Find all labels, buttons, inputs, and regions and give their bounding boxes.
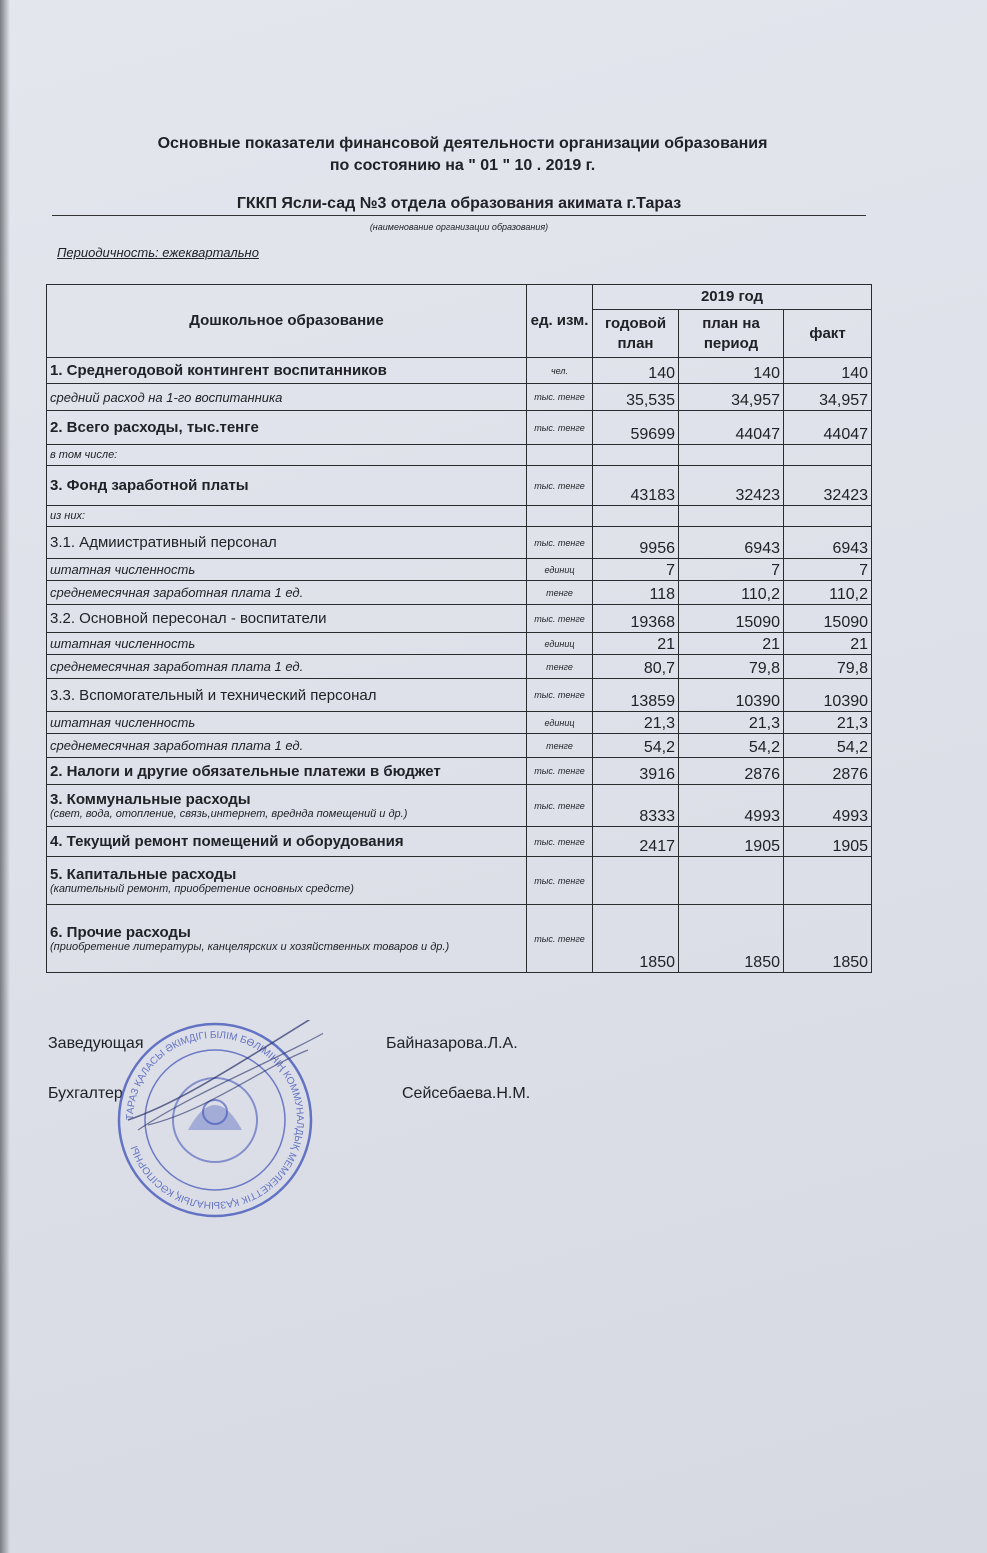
row-unit-cell — [527, 506, 593, 527]
row-annual-cell: 13859 — [593, 679, 679, 712]
row-plan-cell: 21,3 — [679, 712, 784, 734]
row-annual-cell: 1850 — [593, 905, 679, 973]
table-row — [47, 411, 872, 445]
row-fact-cell: 21 — [784, 633, 872, 655]
row-annual-cell: 43183 — [593, 466, 679, 506]
row-annual-cell: 8333 — [593, 785, 679, 827]
table-row — [47, 358, 872, 384]
row-note: (свет, вода, отопление, связь,интернет, вреднда помещений и др.) — [50, 808, 408, 820]
row-label-cell — [47, 527, 527, 559]
row-annual-cell: 59699 — [593, 411, 679, 445]
row-unit-cell: тыс. тенге — [527, 857, 593, 905]
row-unit-cell: тыс. тенге — [527, 827, 593, 857]
row-annual-cell — [593, 445, 679, 466]
stamp-text: ТАРАЗ ҚАЛАСЫ ӘКІМДІГІ БІЛІМ БӨЛІМІНІҢ КОММУНАЛДЫҚ МЕМЛЕКЕТТІК ҚАЗЫНАЛЫҚ КӘСІПОРНЫ — [124, 1029, 306, 1211]
row-label: штатная численность — [50, 562, 196, 577]
row-label: штатная численность — [50, 715, 196, 730]
table-row — [47, 679, 872, 712]
row-label-cell — [47, 857, 527, 905]
row-fact-cell — [784, 857, 872, 905]
table-row — [47, 655, 872, 679]
table-row — [47, 734, 872, 758]
row-label: из них: — [50, 510, 86, 522]
row-plan-cell: 10390 — [679, 679, 784, 712]
row-label-cell — [47, 712, 527, 734]
table-row — [47, 466, 872, 506]
row-plan-cell: 1850 — [679, 905, 784, 973]
row-plan-cell — [679, 857, 784, 905]
row-label: среднемесячная заработная плата 1 ед. — [50, 585, 304, 600]
row-label: 5. Капитальные расходы — [50, 866, 237, 883]
row-fact-cell: 54,2 — [784, 734, 872, 758]
row-annual-cell — [593, 506, 679, 527]
row-unit-cell: единиц — [527, 633, 593, 655]
row-label: 3.1. Адмиистративный персонал — [50, 534, 277, 551]
row-unit-cell: тыс. тенге — [527, 905, 593, 973]
row-label-cell — [47, 633, 527, 655]
row-label: среднемесячная заработная плата 1 ед. — [50, 659, 304, 674]
row-label-cell — [47, 411, 527, 445]
row-label: средний расход на 1-го воспитанника — [50, 389, 283, 405]
row-plan-cell: 6943 — [679, 527, 784, 559]
row-fact-cell: 1905 — [784, 827, 872, 857]
row-label: в том числе: — [50, 449, 118, 461]
row-annual-cell: 2417 — [593, 827, 679, 857]
page-edge-shadow — [0, 0, 10, 1553]
row-plan-cell: 54,2 — [679, 734, 784, 758]
header-fact-cell: факт — [784, 310, 872, 358]
row-label-cell — [47, 384, 527, 411]
row-label-cell — [47, 506, 527, 527]
row-plan-cell: 140 — [679, 358, 784, 384]
header-year-cell: 2019 год — [593, 285, 872, 310]
row-plan-cell: 7 — [679, 559, 784, 581]
row-annual-cell — [593, 857, 679, 905]
row-unit-cell: тыс. тенге — [527, 785, 593, 827]
row-annual-cell: 3916 — [593, 758, 679, 785]
row-plan-cell: 2876 — [679, 758, 784, 785]
row-annual-cell: 21 — [593, 633, 679, 655]
row-fact-cell: 2876 — [784, 758, 872, 785]
row-unit-cell: тыс. тенге — [527, 466, 593, 506]
row-fact-cell: 15090 — [784, 605, 872, 633]
head-name: Байназарова.Л.А. — [386, 1035, 518, 1052]
table-row — [47, 581, 872, 605]
row-label: 3.2. Основной пересонал - воспитатели — [50, 610, 327, 627]
header-annual-cell: годовой план — [593, 310, 679, 358]
row-unit-cell: тенге — [527, 655, 593, 679]
periodicity-label: Периодичность: ежеквартально — [57, 245, 259, 260]
row-label-cell — [47, 905, 527, 973]
row-unit-cell: тыс. тенге — [527, 758, 593, 785]
table-row — [47, 758, 872, 785]
official-stamp — [108, 1020, 323, 1220]
row-fact-cell: 6943 — [784, 527, 872, 559]
table-row — [47, 712, 872, 734]
organization-note: (наименование организации образования) — [369, 222, 549, 232]
row-fact-cell — [784, 506, 872, 527]
row-annual-cell: 35,535 — [593, 384, 679, 411]
row-unit-cell: тыс. тенге — [527, 679, 593, 712]
row-fact-cell: 32423 — [784, 466, 872, 506]
row-label-cell — [47, 559, 527, 581]
row-label-cell — [47, 827, 527, 857]
row-label: среднемесячная заработная плата 1 ед. — [50, 738, 304, 753]
row-note: (капительный ремонт, приобретение основных средстe) — [50, 883, 354, 895]
document-title-line1: Основные показатели финансовой деятельности организации образования — [157, 135, 768, 152]
row-unit-cell: тыс. тенге — [527, 605, 593, 633]
row-label-cell — [47, 679, 527, 712]
row-unit-cell: тенге — [527, 581, 593, 605]
financial-indicators-table — [46, 284, 872, 973]
row-unit-cell: тыс. тенге — [527, 384, 593, 411]
row-annual-cell: 19368 — [593, 605, 679, 633]
row-plan-cell: 1905 — [679, 827, 784, 857]
row-fact-cell: 34,957 — [784, 384, 872, 411]
table-row — [47, 905, 872, 973]
row-plan-cell — [679, 506, 784, 527]
row-plan-cell: 34,957 — [679, 384, 784, 411]
row-fact-cell: 140 — [784, 358, 872, 384]
row-plan-cell: 4993 — [679, 785, 784, 827]
accountant-role: Бухгалтер — [48, 1085, 123, 1102]
header-unit-cell: ед. изм. — [527, 285, 593, 358]
row-fact-cell — [784, 445, 872, 466]
row-annual-cell: 9956 — [593, 527, 679, 559]
row-unit-cell: тыс. тенге — [527, 411, 593, 445]
row-fact-cell: 7 — [784, 559, 872, 581]
header-title-cell: Дошкольное образование — [47, 285, 527, 358]
row-plan-cell — [679, 445, 784, 466]
row-unit-cell: единиц — [527, 712, 593, 734]
row-annual-cell: 54,2 — [593, 734, 679, 758]
row-unit-cell: тенге — [527, 734, 593, 758]
row-fact-cell: 79,8 — [784, 655, 872, 679]
table-row — [47, 605, 872, 633]
document-title-line2: по состоянию на " 01 " 10 . 2019 г. — [329, 157, 596, 174]
row-plan-cell: 21 — [679, 633, 784, 655]
row-label-cell — [47, 734, 527, 758]
row-annual-cell: 80,7 — [593, 655, 679, 679]
row-unit-cell: единиц — [527, 559, 593, 581]
row-label-cell — [47, 445, 527, 466]
row-label: 3.3. Вспомогательный и технический персонал — [50, 686, 377, 704]
header-plan-cell: план на период — [679, 310, 784, 358]
table-row — [47, 527, 872, 559]
row-label: 3. Фонд заработной платы — [50, 477, 249, 494]
row-label: 2. Всего расходы, тыс.тенге — [50, 419, 259, 436]
table-row — [47, 857, 872, 905]
row-annual-cell: 140 — [593, 358, 679, 384]
row-fact-cell: 110,2 — [784, 581, 872, 605]
row-label-cell — [47, 358, 527, 384]
row-label: 3. Коммунальные расходы — [50, 791, 251, 808]
row-annual-cell: 21,3 — [593, 712, 679, 734]
table-row — [47, 785, 872, 827]
row-label-cell — [47, 581, 527, 605]
row-plan-cell: 15090 — [679, 605, 784, 633]
row-fact-cell: 21,3 — [784, 712, 872, 734]
row-unit-cell: чел. — [527, 358, 593, 384]
row-plan-cell: 32423 — [679, 466, 784, 506]
table-row — [47, 633, 872, 655]
row-label: штатная численность — [50, 636, 196, 651]
row-label: 1. Среднегодовой контингент воспитанников — [50, 362, 387, 379]
row-plan-cell: 79,8 — [679, 655, 784, 679]
row-label: 6. Прочие расходы — [50, 924, 191, 941]
row-unit-cell — [527, 445, 593, 466]
row-label: 2. Налоги и другие обязательные платежи в бюджет — [50, 762, 441, 780]
row-fact-cell: 10390 — [784, 679, 872, 712]
row-label-cell — [47, 758, 527, 785]
accountant-name: Сейсебаева.Н.М. — [402, 1085, 531, 1102]
row-fact-cell: 4993 — [784, 785, 872, 827]
row-label-cell — [47, 785, 527, 827]
row-unit-cell: тыс. тенге — [527, 527, 593, 559]
row-annual-cell: 118 — [593, 581, 679, 605]
table-row — [47, 445, 872, 466]
table-row — [47, 384, 872, 411]
head-role: Заведующая — [48, 1035, 144, 1052]
row-plan-cell: 110,2 — [679, 581, 784, 605]
table-body — [47, 358, 872, 973]
organization-name: ГККП Ясли-сад №3 отдела образования акимата г.Тараз — [52, 195, 866, 216]
table-row — [47, 559, 872, 581]
row-note: (приобретение литературы, канцелярских и хозяйственных товаров и др.) — [50, 941, 450, 953]
row-label: 4. Текущий ремонт помещений и оборудования — [50, 833, 404, 850]
table-row — [47, 506, 872, 527]
row-label-cell — [47, 466, 527, 506]
row-label-cell — [47, 605, 527, 633]
row-fact-cell: 44047 — [784, 411, 872, 445]
row-annual-cell: 7 — [593, 559, 679, 581]
row-label-cell — [47, 655, 527, 679]
row-plan-cell: 44047 — [679, 411, 784, 445]
table-row — [47, 827, 872, 857]
row-fact-cell: 1850 — [784, 905, 872, 973]
